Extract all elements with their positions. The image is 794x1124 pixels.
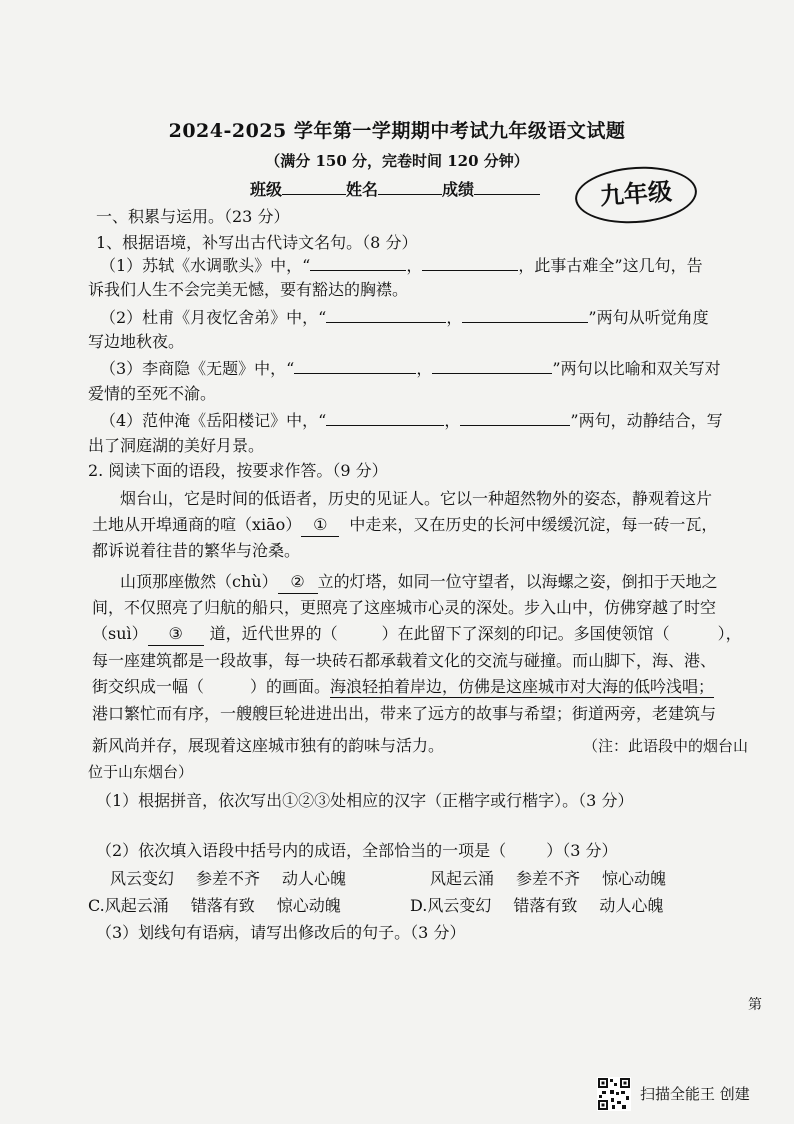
passage-note-cont: 位于山东烟台） (88, 763, 194, 781)
question-1-item-3-cont: 爱情的至死不渝。 (88, 384, 217, 403)
question-1-item-1-cont: 诉我们人生不会完美无憾，要有豁达的胸襟。 (88, 280, 409, 299)
page-number-mark: 第 (748, 997, 762, 1013)
name-blank[interactable] (378, 178, 442, 195)
sub-question-3: （3）划线句有语病，请写出修改后的句子。（3 分） (96, 923, 466, 942)
passage-line: 新风尚并存，展现着这座城市独有的韵味与活力。 (92, 736, 445, 755)
question-1-item-4-cont: 出了洞庭湖的美好月景。 (88, 436, 265, 455)
question-1-item-3: （3）李商隐《无题》中，“ ， ”两句以比喻和双关写对 (100, 359, 721, 378)
blank-marker-3[interactable]: ③ (148, 623, 204, 646)
passage-line: 山顶那座傲然（chù） ② 立的灯塔，如同一位守望者，以海螺之姿，倒扣于天地之 (120, 571, 718, 594)
scanner-watermark: 扫描全能王 创建 (640, 1085, 750, 1103)
section-heading: 一、积累与运用。（23 分） (96, 207, 290, 226)
answer-blank[interactable] (460, 409, 570, 426)
passage-note: （注：此语段中的烟台山 (583, 737, 749, 755)
answer-blank[interactable] (462, 306, 588, 323)
answer-blank[interactable] (294, 357, 416, 374)
class-label: 班级 (250, 180, 283, 199)
option-d[interactable]: D.风云变幻 错落有致 动人心魄 (410, 896, 664, 915)
passage-line: 都诉说着往昔的繁华与沧桑。 (92, 541, 301, 560)
blank-marker-2[interactable]: ② (278, 571, 318, 594)
answer-blank[interactable] (310, 254, 406, 271)
answer-blank[interactable] (326, 306, 446, 323)
qr-code-icon (597, 1077, 631, 1111)
underlined-sentence: 海浪轻拍着岸边，仿佛是这座城市对大海的低吟浅唱； (330, 677, 715, 696)
name-label: 姓名 (346, 180, 379, 199)
student-info-line (250, 178, 540, 201)
option-b[interactable]: 风起云涌 参差不齐 惊心动魄 (430, 869, 667, 888)
passage-line: 港口繁忙而有序，一艘艘巨轮进进出出，带来了远方的故事与希望；街道两旁，老建筑与 (92, 704, 717, 723)
score-blank[interactable] (474, 178, 540, 195)
exam-subtitle: （满分 150 分，完卷时间 120 分钟） (265, 152, 529, 170)
passage-line: 土地从开埠通商的喧（xiāo） ① 中走来，又在历史的长河中缓缓沉淀，每一砖一瓦， (92, 514, 717, 537)
sub-question-2: （2）依次填入语段中括号内的成语，全部恰当的一项是（ ）（3 分） (96, 841, 618, 860)
question-1-heading: 1、根据语境，补写出古代诗文名句。（8 分） (96, 233, 418, 252)
passage-line: 间，不仅照亮了归航的船只，更照亮了这座城市心灵的深处。步入山中，仿佛穿越了时空 (92, 598, 717, 617)
answer-blank[interactable] (326, 409, 444, 426)
passage-line: 烟台山，它是时间的低语者，历史的见证人。它以一种超然物外的姿态，静观着这片 (120, 489, 713, 508)
answer-blank[interactable] (432, 357, 552, 374)
question-1-item-2: （2）杜甫《月夜忆舍弟》中，“ ， ”两句从听觉角度 (100, 308, 709, 327)
class-blank[interactable] (282, 178, 346, 195)
question-2-heading: 2. 阅读下面的语段，按要求作答。（9 分） (88, 461, 388, 480)
question-1-item-4: （4）范仲淹《岳阳楼记》中，“ ， ”两句，动静结合，写 (100, 411, 723, 430)
page-title: 2024-2025 学年第一学期期中考试九年级语文试题 (168, 120, 626, 142)
blank-marker-1[interactable]: ① (301, 514, 339, 537)
question-1-item-1: （1）苏轼《水调歌头》中，“ ， ，此事古难全”这几句，告 (100, 256, 703, 275)
passage-line: （suì） ③ 道，近代世界的（ ）在此留下了深刻的印记。多国使领馆（ ）， (92, 623, 742, 646)
grade-stamp: 九年级 (573, 163, 699, 227)
passage-line: 街交织成一幅（ ）的画面。海浪轻拍着岸边，仿佛是这座城市对大海的低吟浅唱； (92, 677, 715, 696)
option-a[interactable]: 风云变幻 参差不齐 动人心魄 (110, 869, 347, 888)
sub-question-1: （1）根据拼音，依次写出①②③处相应的汉字（正楷字或行楷字）。（3 分） (96, 791, 634, 810)
question-1-item-2-cont: 写边地秋夜。 (88, 332, 185, 351)
passage-line: 每一座建筑都是一段故事，每一块砖石都承载着文化的交流与碰撞。而山脚下，海、港、 (92, 651, 717, 670)
score-label: 成绩 (442, 180, 475, 199)
option-c[interactable]: C.风起云涌 错落有致 惊心动魄 (88, 896, 341, 915)
answer-blank[interactable] (422, 254, 518, 271)
